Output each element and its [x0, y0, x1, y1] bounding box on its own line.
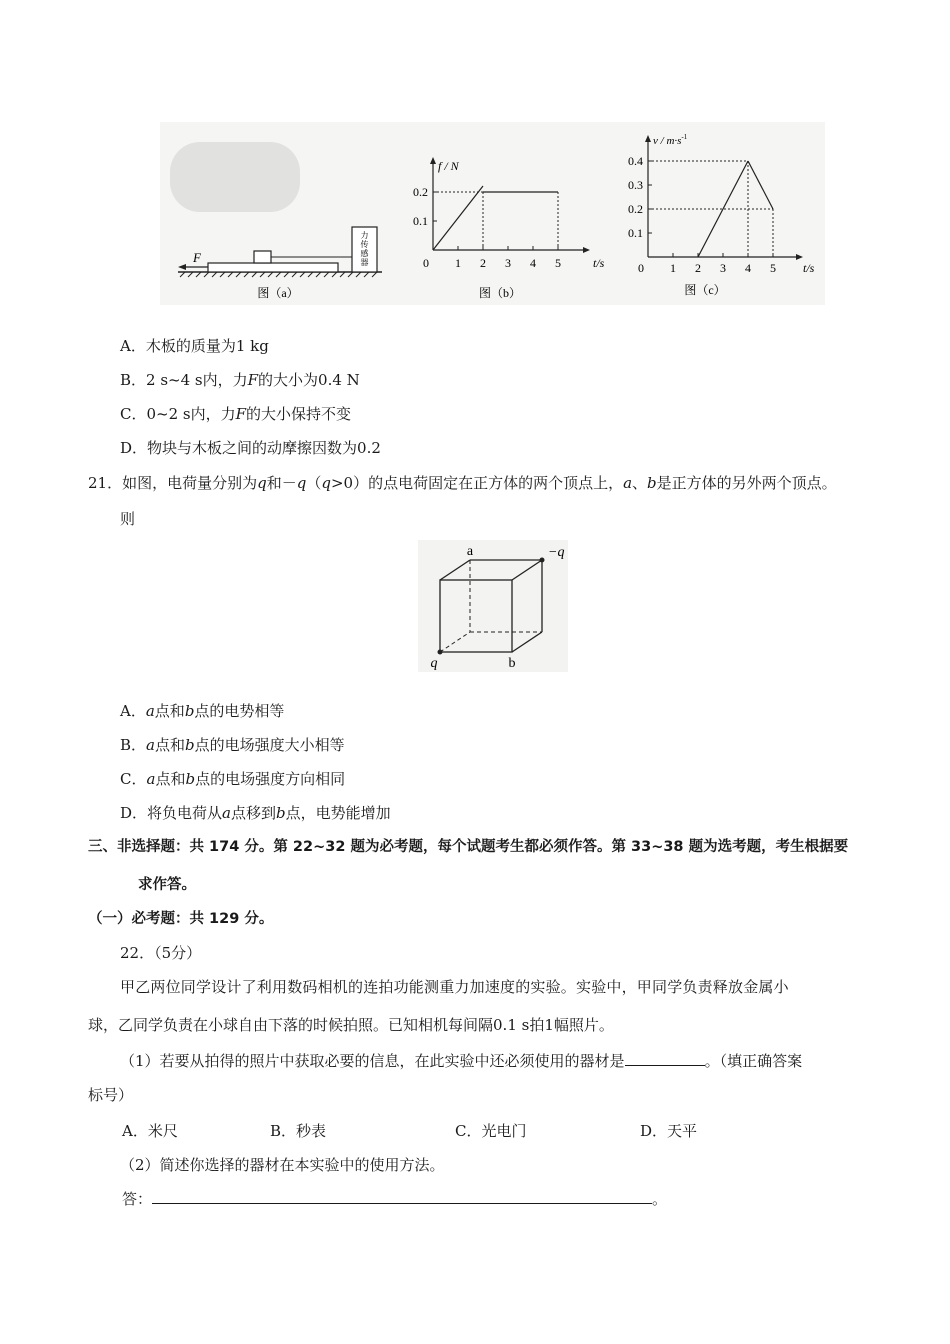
- cube-hidden-diagonal: [440, 632, 470, 652]
- option-letter: B．: [120, 736, 147, 754]
- variable-symbol: b: [276, 804, 286, 822]
- text-fragment: 的大小为0.4 N: [258, 371, 360, 389]
- option-letter: C．: [120, 405, 147, 423]
- q21-option-b[interactable]: [120, 734, 345, 756]
- cube-label-a: a: [466, 544, 474, 559]
- q21-option-d[interactable]: [120, 802, 391, 824]
- text-fragment: 点和: [154, 702, 185, 720]
- cube-figure: [418, 540, 568, 672]
- text-fragment: 的大小保持不变: [246, 405, 352, 423]
- option-letter: A．: [120, 337, 146, 355]
- variable-symbol: q: [321, 474, 331, 492]
- fig-c-x-arrow: [796, 254, 803, 260]
- variable-symbol: a: [222, 804, 231, 822]
- variable-symbol: q: [296, 474, 307, 492]
- cube-edge-tr: [512, 560, 542, 580]
- q22-choice-b[interactable]: B．秒表: [270, 1122, 327, 1140]
- section3-heading-cont: 求作答。: [138, 877, 196, 893]
- variable-symbol: F: [247, 371, 259, 389]
- sensor-label-2: 传: [360, 240, 369, 249]
- option-letter: C．: [120, 770, 147, 788]
- q21-option-c[interactable]: [120, 768, 345, 790]
- variable-symbol: a: [145, 702, 155, 720]
- charge-q-dot: [438, 650, 443, 655]
- option-letter: D．: [120, 804, 148, 822]
- text-fragment: 点和: [155, 770, 186, 788]
- option-letter: A．: [120, 702, 146, 720]
- sensor-label-4: 器: [360, 258, 369, 267]
- fig-b-y-tick-label: 0.1: [413, 214, 428, 228]
- text-fragment: 21．如图，电荷量分别为: [88, 474, 258, 492]
- fig-c-fall-line: [748, 161, 773, 209]
- q22-q1-cont: 标号）: [88, 1086, 134, 1104]
- text-fragment: 木板的质量为1 kg: [145, 337, 269, 355]
- fig-c-origin: 0: [638, 261, 644, 275]
- fig-b-y-tick-label: 0.2: [413, 185, 428, 199]
- fig-a-caption: 图（a）: [257, 286, 299, 300]
- block: [254, 251, 271, 263]
- text-fragment: 将负电荷从: [147, 804, 223, 822]
- cube-svg: [418, 540, 568, 672]
- text-fragment: 、: [632, 474, 648, 492]
- q20-option-a[interactable]: [120, 335, 269, 357]
- text-fragment: 点的电势相等: [194, 702, 285, 720]
- fig-c-y-tick-label: 0.2: [628, 202, 643, 216]
- q22-answer-label: 答：: [122, 1190, 153, 1208]
- fig-b-caption: 图（b）: [478, 286, 522, 300]
- cube-edge-br: [512, 632, 542, 652]
- force-label: F: [193, 250, 201, 265]
- text-fragment: 点和: [154, 736, 185, 754]
- q22-para1-cont: 球，乙同学负责在小球自由下落的时候拍照。已知相机每间隔0.1 s拍1幅照片。: [88, 1016, 614, 1034]
- text-fragment: （: [306, 474, 322, 492]
- q21-stem: [88, 472, 837, 494]
- q22-q1-blank[interactable]: [625, 1050, 705, 1066]
- q20-option-d[interactable]: [120, 437, 381, 459]
- figure-strip: [160, 122, 825, 305]
- variable-symbol: b: [647, 474, 657, 492]
- text-fragment: 点，电势能增加: [285, 804, 391, 822]
- figure-c: [628, 133, 815, 297]
- wooden-board: [208, 263, 338, 272]
- q20-option-b[interactable]: [120, 369, 360, 391]
- fig-b-x-label: t/s: [593, 256, 605, 270]
- option-letter: B．: [120, 371, 147, 389]
- fig-b-y-arrow: [430, 157, 436, 164]
- variable-symbol: b: [185, 736, 195, 754]
- q22-number: 22．（5分）: [120, 944, 202, 962]
- fig-c-x-tick-label: 4: [745, 261, 751, 275]
- text-fragment: 2 s~4 s内，力: [146, 371, 248, 389]
- cube-front-face: [440, 580, 512, 652]
- sensor-label-1: 力: [360, 231, 369, 240]
- fig-b-origin: 0: [423, 256, 429, 270]
- cube-edge-tl: [440, 560, 470, 580]
- fig-c-y-label: $v / m\cdot s^{-1}$: [653, 133, 688, 147]
- q22-para1: 甲乙两位同学设计了利用数码相机的连拍功能测重力加速度的实验。实验中，甲同学负责释放金属小: [120, 978, 789, 996]
- figure-b: [413, 157, 605, 300]
- fig-b-x-tick-label: 3: [505, 256, 511, 270]
- fig-c-x-label: t/s: [803, 261, 815, 275]
- force-arrow-head: [178, 264, 186, 270]
- charge-neg-q-dot: [540, 558, 545, 563]
- q22-q2: （2）简述你选择的器材在本实验中的使用方法。: [120, 1156, 445, 1174]
- section3-heading: 三、非选择题：共 174 分。第 22~32 题为必考题，每个试题考生都必须作答。第 33~38 题为选考题，考生根据要: [88, 839, 849, 855]
- q22-q1-text: （1）若要从拍得的照片中获取必要的信息，在此实验中还必须使用的器材是: [120, 1052, 625, 1070]
- text-fragment: 点的电场强度方向相同: [195, 770, 346, 788]
- text-fragment: 是正方体的另外两个顶点。: [656, 474, 837, 492]
- fig-b-x-tick-label: 5: [555, 256, 561, 270]
- q21-stem-cont: 则: [120, 510, 136, 528]
- fig-c-y-tick-label: 0.1: [628, 226, 643, 240]
- fig-c-x-tick-label: 5: [770, 261, 776, 275]
- variable-symbol: F: [235, 405, 247, 423]
- q22-choice-d[interactable]: D．天平: [640, 1122, 698, 1140]
- fig-b-x-arrow: [583, 247, 590, 253]
- q22-choice-c[interactable]: C．光电门: [455, 1122, 527, 1140]
- cube-label-neg-q: −q: [548, 545, 565, 560]
- text-fragment: >0）的点电荷固定在正方体的两个顶点上，: [330, 474, 624, 492]
- variable-symbol: q: [257, 474, 267, 492]
- text-fragment: 和－: [266, 474, 297, 492]
- fig-c-y-arrow: [645, 135, 651, 142]
- variable-symbol: a: [146, 770, 156, 788]
- q22-q1: [120, 1050, 802, 1072]
- q22-choice-a[interactable]: A．米尺: [122, 1122, 178, 1140]
- figure-strip-svg: [160, 122, 825, 305]
- text-fragment: 点的电场强度大小相等: [194, 736, 345, 754]
- variable-symbol: a: [623, 474, 633, 492]
- q22-answer-tail: 。: [652, 1190, 668, 1208]
- q22-answer-line: [122, 1188, 667, 1210]
- q22-answer-blank[interactable]: [152, 1188, 652, 1204]
- fig-c-x-tick-label: 2: [695, 261, 701, 275]
- option-letter: D．: [120, 439, 148, 457]
- q21-option-a[interactable]: [120, 700, 284, 722]
- cube-label-q: q: [430, 656, 438, 671]
- fig-c-x-tick-label: 3: [720, 261, 726, 275]
- variable-symbol: a: [146, 736, 155, 754]
- text-fragment: 0~2 s内，力: [146, 405, 236, 423]
- text-fragment: 点移到: [231, 804, 277, 822]
- section3-subheading: （一）必考题：共 129 分。: [88, 911, 274, 927]
- fig-c-y-tick-label: 0.3: [628, 178, 643, 192]
- sensor-label-3: 感: [360, 249, 369, 258]
- fig-b-x-tick-label: 1: [455, 256, 461, 270]
- fig-b-x-tick-label: 2: [480, 256, 486, 270]
- fig-c-y-tick-label: 0.4: [628, 154, 643, 168]
- fig-b-x-tick-label: 4: [530, 256, 536, 270]
- fig-b-y-label: f / N: [438, 159, 459, 173]
- fig-c-x-tick-label: 1: [670, 261, 676, 275]
- cube-label-b: b: [508, 656, 516, 671]
- variable-symbol: b: [185, 770, 196, 788]
- text-fragment: 物块与木板之间的动摩擦因数为0.2: [147, 439, 381, 457]
- figure-a: [178, 227, 382, 300]
- fig-b-ramp-line: [433, 186, 483, 250]
- variable-symbol: b: [184, 702, 195, 720]
- q22-q1-tail: 。（填正确答案: [704, 1052, 803, 1070]
- q20-option-c[interactable]: [120, 403, 351, 425]
- fig-c-caption: 图（c）: [684, 283, 726, 297]
